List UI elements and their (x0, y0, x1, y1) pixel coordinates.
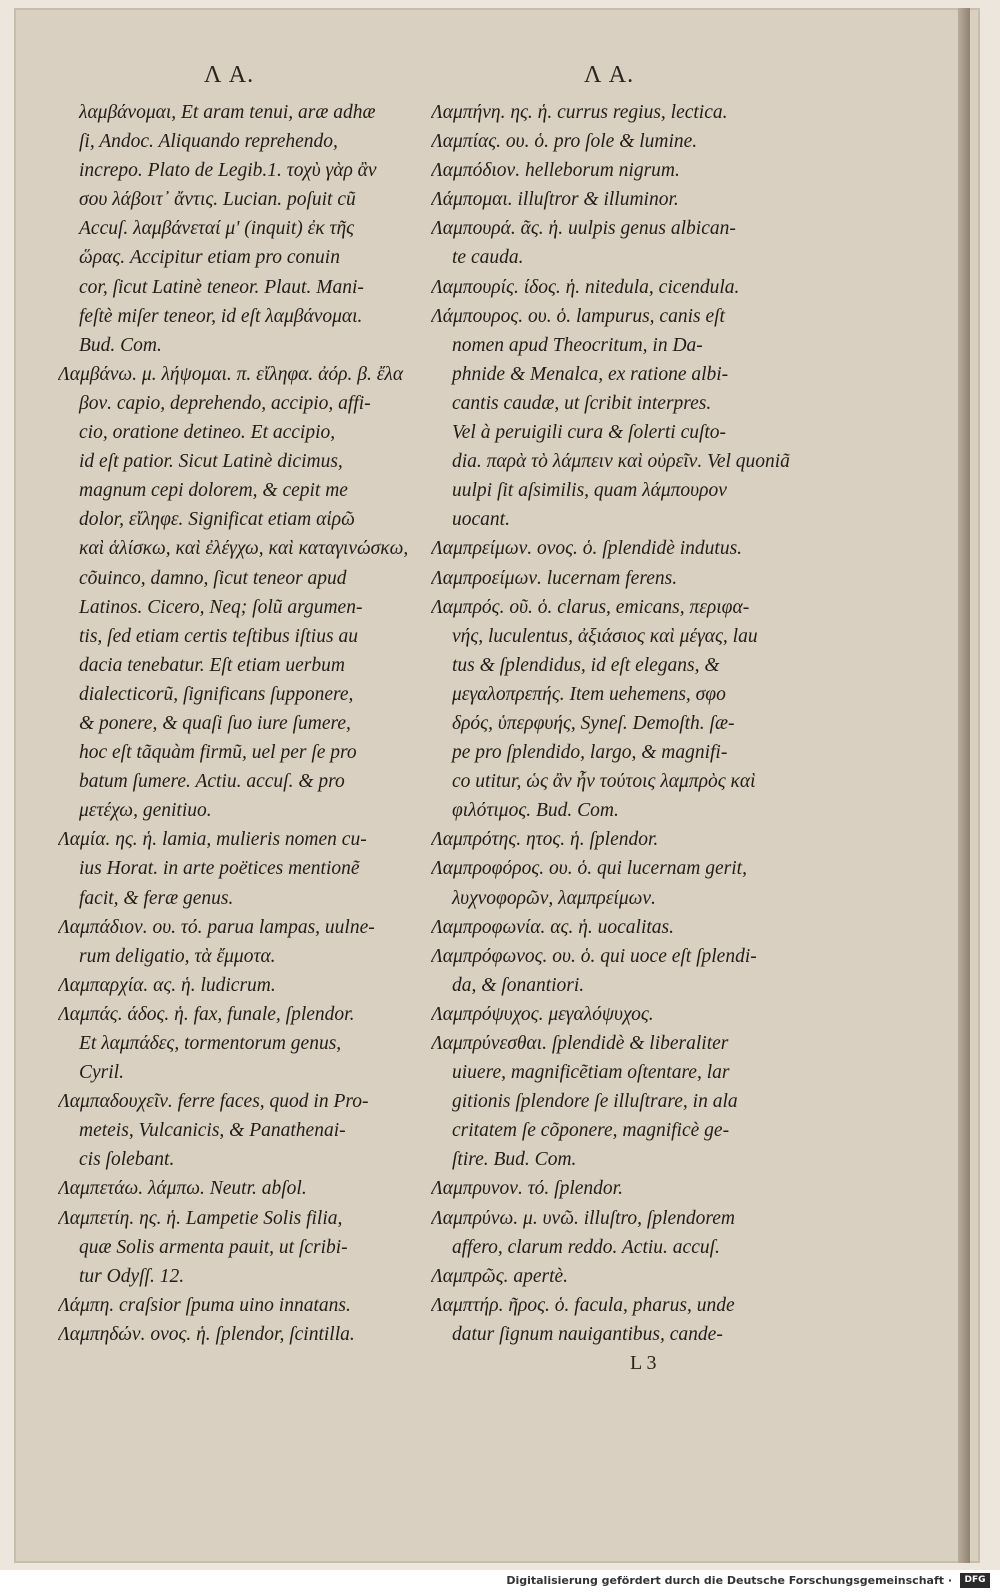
entry-continuation-line: νής, luculentus, ἀξιάσιος καὶ μέγας, lau (452, 625, 758, 647)
entry-continuation-line: tus & ſplendidus, id eſt elegans, & (452, 654, 720, 676)
entry-continuation-line: βον. capio, deprehendo, accipio, affi- (79, 392, 371, 414)
entry-continuation-line: Cyril. (79, 1062, 124, 1084)
entry-continuation-line: ſi, Andoc. Aliquando reprehendo, (79, 131, 338, 153)
entry-headword-line: Λαμπρείμων. ονος. ὁ. ſplendidè indutus. (431, 538, 743, 560)
entry-headword-line: Λαμπρῶς. apertè. (431, 1265, 569, 1287)
entry-headword-line: Λάμπουρος. ου. ὁ. lampurus, canis eſt (431, 305, 725, 327)
entry-continuation-line: ſtire. Bud. Com. (452, 1149, 577, 1171)
entry-continuation-line: hoc eſt tãquàm firmũ, uel per ſe pro (79, 742, 357, 764)
entry-headword-line: Λαμπουρίς. ίδος. ἡ. nitedula, cicendula. (431, 276, 740, 298)
entry-continuation-line: λυχνοφορῶν, λαμπρείμων. (452, 887, 656, 909)
entry-headword-line: Λαμπροείμων. lucernam ferens. (431, 567, 678, 589)
entry-continuation-line: cantis caudæ, ut ſcribit interpres. (452, 392, 712, 414)
entry-continuation-line: quæ Solis armenta pauit, ut ſcribi- (79, 1236, 348, 1258)
entry-headword-line: Λαμπροφωνία. ας. ἡ. uocalitas. (431, 916, 674, 938)
entry-headword-line: Λαμπρός. οῦ. ὁ. clarus, emicans, περιφα- (431, 596, 750, 618)
entry-continuation-line: te cauda. (452, 247, 524, 269)
entry-headword-line: Λαμπαρχία. ας. ἡ. ludicrum. (58, 974, 276, 996)
entry-continuation-line: affero, clarum reddo. Actiu. accuſ. (452, 1236, 720, 1258)
entry-headword-line: Λαμβάνω. μ. λήψομαι. π. εἴληφα. ἀόρ. β. ἔλα (58, 363, 404, 385)
entry-continuation-line: facit, & feræ genus. (79, 887, 234, 909)
entry-continuation-line: feſtè miſer teneor, id eſt λαμβάνομαι. (79, 305, 363, 327)
entry-continuation-line: δρός, ὑπερφυής, Syneſ. Demoſth. ſæ- (452, 712, 735, 734)
funding-credit: Digitalisierung gefördert durch die Deutsche Forschungsgemeinschaft · (506, 1574, 952, 1587)
footer-bar (0, 1570, 1000, 1592)
running-header-left: Λ A. (204, 62, 255, 88)
entry-headword-line: Λαμπροφόρος. ου. ὁ. qui lucernam gerit, (431, 858, 747, 880)
entry-continuation-line: phnide & Menalca, ex ratione albi- (452, 363, 729, 385)
entry-continuation-line: μετέχω, genitiuo. (79, 800, 212, 822)
entry-headword-line: Λαμπήνη. ης. ἡ. currus regius, lectica. (431, 102, 728, 123)
entry-continuation-line: meteis, Vulcanicis, & Panathenai- (79, 1120, 346, 1142)
entry-continuation-line: nomen apud Theocritum, in Da- (452, 334, 703, 356)
entry-headword-line: Λαμπρύνω. μ. υνῶ. illuſtro, ſplendorem (431, 1207, 736, 1229)
entry-headword-line: Λαμπετάω. λάμπω. Neutr. abſol. (58, 1178, 307, 1200)
entry-headword-line: Λαμπάς. άδος. ἡ. fax, funale, ſplendor. (58, 1003, 355, 1025)
entry-headword-line: Λαμπρόφωνος. ου. ὁ. qui uoce eſt ſplendi- (431, 945, 757, 967)
entry-headword-line: Λαμπρότης. ητος. ἡ. ſplendor. (431, 829, 659, 851)
entry-continuation-line: φιλότιμος. Bud. Com. (452, 800, 619, 822)
entry-continuation-line: cis ſolebant. (79, 1149, 175, 1171)
entry-continuation-line: Vel à peruigili cura & ſolerti cuſto- (452, 422, 727, 444)
entry-continuation-line: uulpi ſit aſsimilis, quam λάμπουρον (452, 480, 727, 502)
entry-headword-line: Λαμπηδών. ονος. ἡ. ſplendor, ſcintilla. (58, 1323, 355, 1345)
entry-continuation-line: co utitur, ὡς ἂν ἦν τούτοις λαμπρὸς καὶ (452, 771, 756, 793)
entry-continuation-line: uiuere, magnificẽtiam oſtentare, lar (452, 1062, 730, 1084)
entry-continuation-line: tur Odyſſ. 12. (79, 1265, 185, 1287)
entry-continuation-line: dolor, εἴληφε. Significat etiam αἱρῶ (79, 509, 355, 531)
entry-headword-line: Λαμπαδουχεῖν. ferre faces, quod in Pro- (58, 1091, 369, 1113)
entry-continuation-line: Bud. Com. (79, 334, 162, 356)
entry-continuation-line: & ponere, & quaſi ſuo iure ſumere, (79, 712, 351, 734)
right-column (431, 98, 801, 1349)
entry-continuation-line: dia. παρὰ τὸ λάμπειν καὶ οὐρεῖν. Vel quoniã (452, 451, 790, 473)
entry-continuation-line: cio, oratione detineo. Et accipio, (79, 422, 336, 444)
entry-continuation-line: Accuſ. λαμβάνεταί μ' (inquit) ἐκ τῆς (79, 218, 355, 240)
entry-continuation-line: increpo. Plato de Legib.1. τοχὺ γὰρ ἂν (79, 160, 377, 182)
page-edge (958, 8, 970, 1563)
entry-continuation-line: gitionis ſplendore ſe illuſtrare, in ala (452, 1091, 738, 1113)
entry-continuation-line: καὶ ἁλίσκω, καὶ ἐλέγχω, καὶ καταγινώσκω, (79, 538, 409, 560)
entry-headword-line: Λαμπτήρ. ῆρος. ὁ. facula, pharus, unde (431, 1294, 735, 1316)
entry-continuation-line: dialecticorũ, ſignificans ſupponere, (79, 683, 354, 705)
entry-continuation-line: Latinos. Cicero, Neq; ſolũ argumen- (79, 596, 363, 618)
entry-continuation-line: id eſt patior. Sicut Latinè dicimus, (79, 451, 343, 473)
entry-continuation-line: pe pro ſplendido, largo, & magnifi- (452, 742, 728, 764)
entry-headword-line: Λαμπάδιον. ου. τό. parua lampas, uulne- (58, 916, 375, 938)
entry-continuation-line: Et λαμπάδες, tormentorum genus, (79, 1033, 342, 1054)
entry-continuation-line: uocant. (452, 509, 510, 531)
entry-headword-line: Λαμπρόψυχος. μεγαλόψυχος. (431, 1003, 654, 1025)
dfg-logo: DFG (960, 1573, 990, 1588)
entry-continuation-line: datur ſignum nauigantibus, cande- (452, 1323, 723, 1345)
entry-continuation-line: critatem ſe cõponere, magnificè ge- (452, 1120, 730, 1142)
entry-headword-line: Λαμία. ης. ἡ. lamia, mulieris nomen cu- (58, 829, 367, 851)
entry-continuation-line: batum ſumere. Actiu. accuſ. & pro (79, 771, 345, 793)
entry-headword-line: Λαμπίας. ου. ὁ. pro ſole & lumine. (431, 131, 698, 153)
entry-headword-line: Λάμπομαι. illuſtror & illuminor. (431, 189, 679, 211)
entry-headword-line: Λάμπη. craſsior ſpuma uino innatans. (58, 1294, 351, 1316)
entry-continuation-line: cõuinco, damno, ſicut teneor apud (79, 567, 347, 589)
entry-headword-line: Λαμπετίη. ης. ἡ. Lampetie Solis filia, (58, 1207, 343, 1229)
entry-headword-line: Λαμπουρά. ᾶς. ἡ. uulpis genus albican- (431, 218, 736, 240)
entry-continuation-line: dacia tenebatur. Eſt etiam uerbum (79, 654, 345, 676)
signature-mark: L 3 (630, 1352, 657, 1374)
entry-continuation-line: μεγαλοπρεπής. Item uehemens, σφο (452, 683, 726, 705)
entry-headword-line: Λαμπρυνον. τό. ſplendor. (431, 1178, 623, 1200)
entry-headword-line: Λαμπόδιον. helleborum nigrum. (431, 160, 680, 182)
entry-continuation-line: tis, ſed etiam certis teſtibus iſtius au (79, 625, 358, 647)
entry-continuation-line: magnum cepi dolorem, & cepit me (79, 480, 348, 502)
entry-continuation-line: da, & ſonantiori. (452, 974, 585, 996)
entry-headword-line: Λαμπρύνεσθαι. ſplendidè & liberaliter (431, 1033, 729, 1054)
left-column (58, 98, 428, 1349)
entry-continuation-line: ὥρας. Accipitur etiam pro conuin (79, 247, 340, 269)
entry-continuation-line: cor, ſicut Latinè teneor. Plaut. Mani- (79, 276, 364, 298)
entry-continuation-line: ius Horat. in arte poëtices mentionẽ (79, 858, 360, 880)
entry-continuation-line: rum deligatio, τὰ ἔμμοτα. (79, 945, 276, 967)
entry-continuation-line: λαμβάνομαι, Et aram tenui, aræ adhæ (79, 102, 376, 123)
entry-continuation-line: σου λάβοιτ᾽ ἄντις. Lucian. poſuit cũ (79, 189, 356, 211)
running-header-right: Λ A. (584, 62, 635, 88)
